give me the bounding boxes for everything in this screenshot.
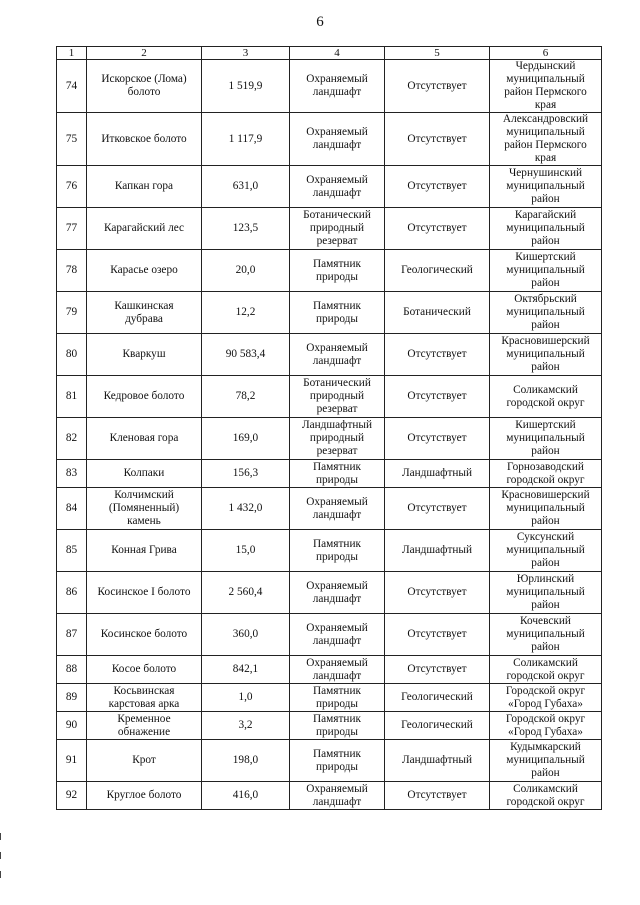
category-cell: Охраняемый ландшафт (290, 782, 385, 810)
table-header-row (57, 47, 602, 60)
table-body (57, 47, 602, 810)
row-number-cell: 87 (57, 614, 87, 656)
row-number-cell: 75 (57, 113, 87, 166)
table-row (57, 530, 602, 572)
table-row (57, 740, 602, 782)
municipality-cell: Чернушинский муниципальный район (490, 166, 602, 208)
municipality-cell: Горнозаводский городской округ (490, 460, 602, 488)
object-name-cell: Круглое болото (87, 782, 202, 810)
profile-cell: Отсутствует (385, 614, 490, 656)
profile-cell: Отсутствует (385, 334, 490, 376)
object-name-cell: Искорское (Лома) болото (87, 60, 202, 113)
table-row (57, 334, 602, 376)
category-cell: Памятник природы (290, 292, 385, 334)
row-number-cell: 80 (57, 334, 87, 376)
category-cell: Памятник природы (290, 712, 385, 740)
object-name-cell: Карагайский лес (87, 208, 202, 250)
profile-cell: Геологический (385, 250, 490, 292)
profile-cell: Отсутствует (385, 782, 490, 810)
category-cell: Охраняемый ландшафт (290, 488, 385, 530)
area-value-cell: 360,0 (202, 614, 290, 656)
category-cell: Охраняемый ландшафт (290, 614, 385, 656)
area-value-cell: 156,3 (202, 460, 290, 488)
object-name-cell: Карасье озеро (87, 250, 202, 292)
area-value-cell: 78,2 (202, 376, 290, 418)
object-name-cell: Крот (87, 740, 202, 782)
table-row (57, 712, 602, 740)
municipality-cell: Кишертский муниципальный район (490, 418, 602, 460)
profile-cell: Геологический (385, 712, 490, 740)
category-cell: Памятник природы (290, 530, 385, 572)
profile-cell: Отсутствует (385, 488, 490, 530)
table-row (57, 572, 602, 614)
category-cell: Охраняемый ландшафт (290, 166, 385, 208)
row-number-cell: 78 (57, 250, 87, 292)
category-cell: Охраняемый ландшафт (290, 656, 385, 684)
area-value-cell: 15,0 (202, 530, 290, 572)
area-value-cell: 842,1 (202, 656, 290, 684)
row-number-cell: 79 (57, 292, 87, 334)
row-number-cell: 92 (57, 782, 87, 810)
row-number-cell: 89 (57, 684, 87, 712)
area-value-cell: 198,0 (202, 740, 290, 782)
profile-cell: Геологический (385, 684, 490, 712)
object-name-cell: Косинское I болото (87, 572, 202, 614)
category-cell: Ландшафтный природный резерват (290, 418, 385, 460)
table-row (57, 292, 602, 334)
column-header: 5 (385, 47, 490, 60)
area-value-cell: 1 117,9 (202, 113, 290, 166)
municipality-cell: Чердынский муниципальный район Пермского края (490, 60, 602, 113)
municipality-cell: Городской округ «Город Губаха» (490, 712, 602, 740)
area-value-cell: 3,2 (202, 712, 290, 740)
row-number-cell: 74 (57, 60, 87, 113)
profile-cell: Отсутствует (385, 113, 490, 166)
table-row (57, 782, 602, 810)
column-header: 3 (202, 47, 290, 60)
profile-cell: Отсутствует (385, 656, 490, 684)
area-value-cell: 90 583,4 (202, 334, 290, 376)
table-row (57, 460, 602, 488)
municipality-cell: Соликамский городской округ (490, 782, 602, 810)
table-row (57, 250, 602, 292)
category-cell: Охраняемый ландшафт (290, 334, 385, 376)
object-name-cell: Кваркуш (87, 334, 202, 376)
column-header: 1 (57, 47, 87, 60)
object-name-cell: Конная Грива (87, 530, 202, 572)
profile-cell: Отсутствует (385, 208, 490, 250)
municipality-cell: Александровский муниципальный район Пермского края (490, 113, 602, 166)
row-number-cell: 85 (57, 530, 87, 572)
area-value-cell: 416,0 (202, 782, 290, 810)
area-value-cell: 631,0 (202, 166, 290, 208)
column-header: 2 (87, 47, 202, 60)
area-value-cell: 20,0 (202, 250, 290, 292)
column-header: 4 (290, 47, 385, 60)
profile-cell: Ландшафтный (385, 530, 490, 572)
protected-areas-table (56, 46, 602, 810)
table-row (57, 418, 602, 460)
area-value-cell: 2 560,4 (202, 572, 290, 614)
category-cell: Памятник природы (290, 250, 385, 292)
area-value-cell: 12,2 (202, 292, 290, 334)
page-number: 6 (316, 14, 324, 30)
table-row (57, 614, 602, 656)
profile-cell: Отсутствует (385, 572, 490, 614)
municipality-cell: Юрлинский муниципальный район (490, 572, 602, 614)
row-number-cell: 88 (57, 656, 87, 684)
table-row (57, 488, 602, 530)
object-name-cell: Колчимский (Помяненный) камень (87, 488, 202, 530)
municipality-cell: Соликамский городской округ (490, 656, 602, 684)
municipality-cell: Кудымкарский муниципальный район (490, 740, 602, 782)
category-cell: Памятник природы (290, 740, 385, 782)
object-name-cell: Косьвинская карстовая арка (87, 684, 202, 712)
object-name-cell: Косое болото (87, 656, 202, 684)
column-header: 6 (490, 47, 602, 60)
municipality-cell: Городской округ «Город Губаха» (490, 684, 602, 712)
category-cell: Памятник природы (290, 684, 385, 712)
municipality-cell: Красновишерский муниципальный район (490, 334, 602, 376)
area-value-cell: 1 432,0 (202, 488, 290, 530)
area-value-cell: 1 519,9 (202, 60, 290, 113)
row-number-cell: 81 (57, 376, 87, 418)
area-value-cell: 123,5 (202, 208, 290, 250)
row-number-cell: 83 (57, 460, 87, 488)
object-name-cell: Кедровое болото (87, 376, 202, 418)
row-number-cell: 82 (57, 418, 87, 460)
category-cell: Охраняемый ландшафт (290, 113, 385, 166)
profile-cell: Отсутствует (385, 166, 490, 208)
municipality-cell: Кишертский муниципальный район (490, 250, 602, 292)
profile-cell: Ландшафтный (385, 460, 490, 488)
table-row (57, 113, 602, 166)
profile-cell: Ландшафтный (385, 740, 490, 782)
object-name-cell: Колпаки (87, 460, 202, 488)
row-number-cell: 86 (57, 572, 87, 614)
row-number-cell: 76 (57, 166, 87, 208)
table-row (57, 208, 602, 250)
object-name-cell: Кременное обнажение (87, 712, 202, 740)
category-cell: Памятник природы (290, 460, 385, 488)
category-cell: Охраняемый ландшафт (290, 572, 385, 614)
object-name-cell: Косинское болото (87, 614, 202, 656)
category-cell: Ботанический природный резерват (290, 208, 385, 250)
area-value-cell: 1,0 (202, 684, 290, 712)
row-number-cell: 84 (57, 488, 87, 530)
object-name-cell: Капкан гора (87, 166, 202, 208)
object-name-cell: Итковское болото (87, 113, 202, 166)
municipality-cell: Соликамский городской округ (490, 376, 602, 418)
profile-cell: Отсутствует (385, 376, 490, 418)
municipality-cell: Карагайский муниципальный район (490, 208, 602, 250)
profile-cell: Отсутствует (385, 60, 490, 113)
area-value-cell: 169,0 (202, 418, 290, 460)
object-name-cell: Кашкинская дубрава (87, 292, 202, 334)
category-cell: Ботанический природный резерват (290, 376, 385, 418)
row-number-cell: 77 (57, 208, 87, 250)
table-row (57, 376, 602, 418)
table-row (57, 684, 602, 712)
municipality-cell: Красновишерский муниципальный район (490, 488, 602, 530)
municipality-cell: Суксунский муниципальный район (490, 530, 602, 572)
municipality-cell: Кочевский муниципальный район (490, 614, 602, 656)
municipality-cell: Октябрьский муниципальный район (490, 292, 602, 334)
table-row (57, 60, 602, 113)
profile-cell: Отсутствует (385, 418, 490, 460)
object-name-cell: Кленовая гора (87, 418, 202, 460)
table-row (57, 656, 602, 684)
profile-cell: Ботанический (385, 292, 490, 334)
row-number-cell: 90 (57, 712, 87, 740)
scan-edge-marks (0, 833, 3, 890)
category-cell: Охраняемый ландшафт (290, 60, 385, 113)
table-row (57, 166, 602, 208)
row-number-cell: 91 (57, 740, 87, 782)
